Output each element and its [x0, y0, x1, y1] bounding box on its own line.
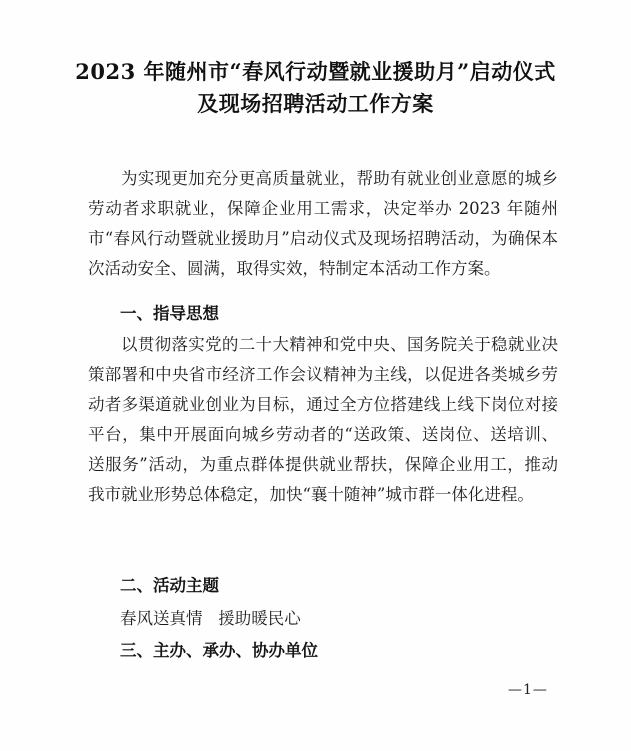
page-number: —1— [508, 682, 548, 698]
intro-paragraph: 为实现更加充分更高质量就业，帮助有就业创业意愿的城乡劳动者求职就业，保障企业用工需求，决定举办 2023 年随州市“春风行动暨就业援助月”启动仪式及现场招聘活动，为确保本次活动安全、圆满，取得实效，特制定本活动工作方案。 [88, 169, 558, 278]
guiding-ideology-paragraph: 以贯彻落实党的二十大精神和党中央、国务院关于稳就业决策部署和中央省市经济工作会议精神为主线，以促进各类城乡劳动者多渠道就业创业为目标，通过全方位搭建线上线下岗位对接平台，集中开展面向城乡劳动者的“送政策、送岗位、送培训、送服务”活动，为重点群体提供就业帮扶，保障企业用工，推动我市就业形势总体稳定，加快“襄十随神”城市群一体化进程。 [88, 335, 558, 504]
activity-theme-text: 春风送真情 援助暖民心 [120, 609, 301, 628]
document-title-line-2: 及现场招聘活动工作方案 [197, 91, 434, 116]
section-heading-activity-theme: 二、活动主题 [120, 576, 219, 595]
section-heading-organizers: 三、主办、承办、协办单位 [120, 641, 318, 660]
section-heading-guiding-ideology: 一、指导思想 [120, 304, 219, 323]
document-title-line-1: 2023 年随州市“春风行动暨就业援助月”启动仪式 [75, 59, 556, 84]
